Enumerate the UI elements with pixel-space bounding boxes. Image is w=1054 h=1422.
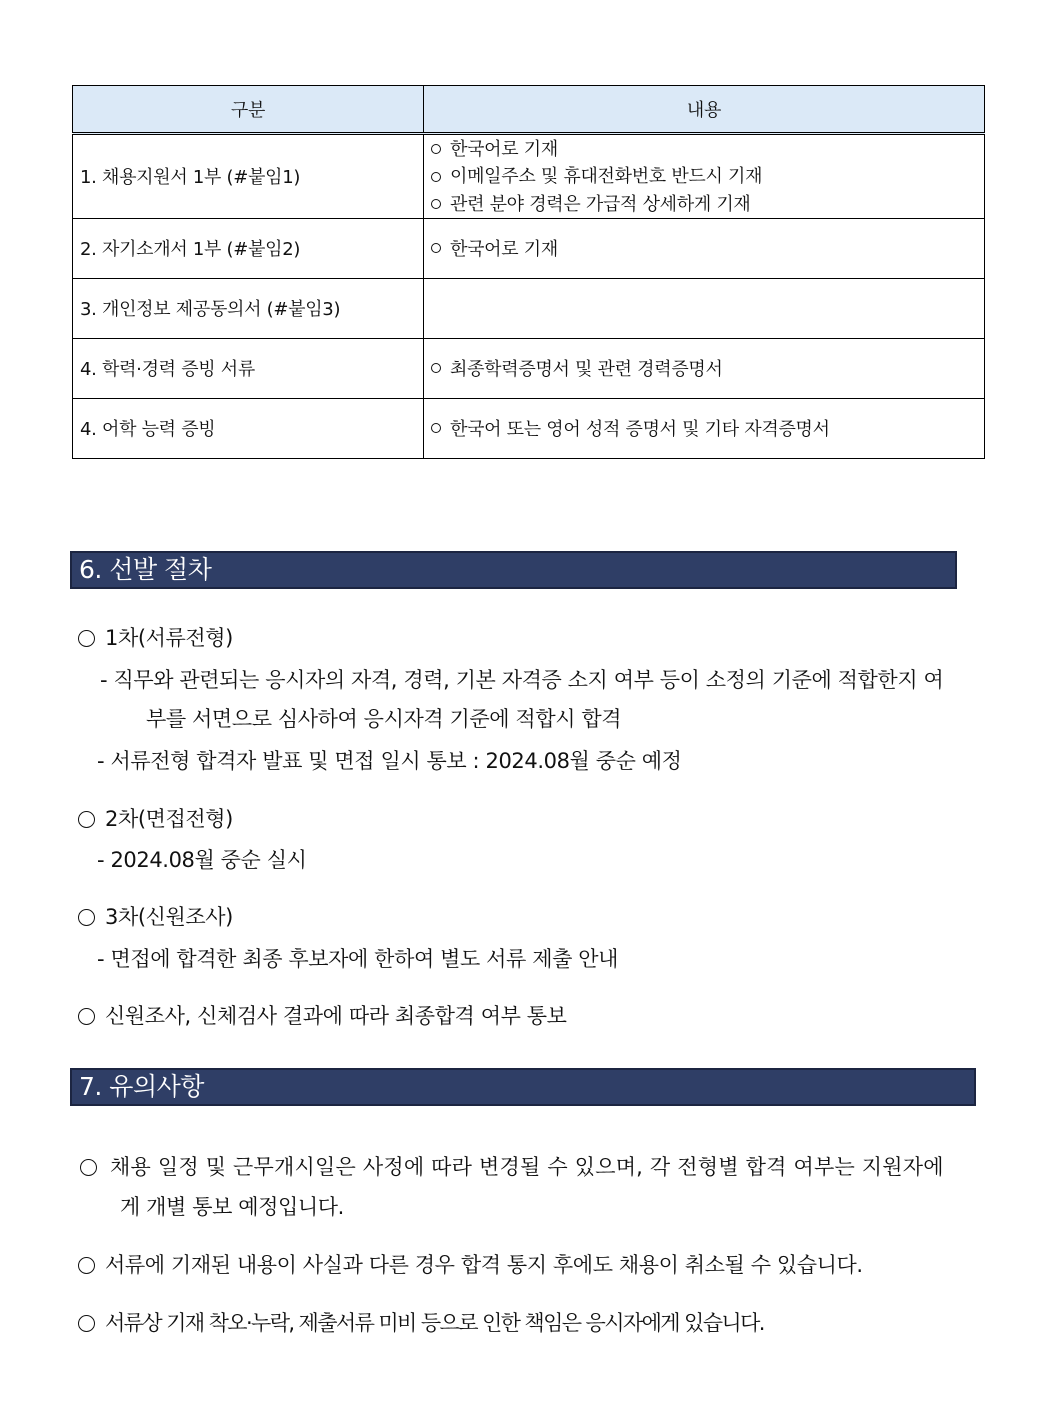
bullet-ring-icon [431,144,441,154]
step-1-title [78,624,233,652]
note-3 [78,1309,764,1337]
row-label: 4. 학력·경력 증빙 서류 [73,338,424,398]
step-3-detail: - 면접에 합격한 최종 후보자에 한하여 별도 서류 제출 안내 [97,947,619,971]
table-row [73,218,985,278]
bullet-ring-icon [431,243,441,253]
bullet-ring-icon [431,423,441,433]
note-1-line-2: 게 개별 통보 예정입니다. [120,1195,344,1219]
bullet-ring-icon [431,363,441,373]
step-2-title-text: 2차(면접전형) [105,807,233,831]
note-2 [78,1251,863,1279]
step-1-detail-1-line-2: 부를 서면으로 심사하여 응시자격 기준에 적합시 합격 [146,707,622,731]
step-2-title [78,805,233,833]
bullet-ring-icon [431,172,441,182]
circle-bullet-icon [78,630,95,647]
circle-bullet-icon [80,1159,97,1176]
row-content [424,398,985,458]
list-item [431,190,977,218]
row-content [424,134,985,219]
section-6-heading: 6. 선발 절차 [70,551,957,589]
header-content: 내용 [424,86,985,134]
step-1-title-text: 1차(서류전형) [105,626,233,650]
row-label: 1. 채용지원서 1부 (#붙임1) [73,134,424,219]
table-header-row [73,86,985,134]
circle-bullet-icon [78,909,95,926]
item-text: 한국어 또는 영어 성적 증명서 및 기타 자격증명서 [450,419,830,440]
circle-bullet-icon [78,1315,95,1332]
table-row [73,278,985,338]
list-item [431,135,977,163]
final-notice [78,1002,567,1030]
table-row [73,338,985,398]
circle-bullet-icon [78,811,95,828]
documents-table [72,85,985,459]
circle-bullet-icon [78,1257,95,1274]
row-content [424,278,985,338]
circle-bullet-icon [78,1008,95,1025]
note-2-text: 서류에 기재된 내용이 사실과 다른 경우 합격 통지 후에도 채용이 취소될 수 있습니다. [105,1253,863,1277]
note-3-text: 서류상 기재 착오·누락, 제출서류 미비 등으로 인한 책임은 응시자에게 있습니다. [105,1311,764,1335]
note-1-line-1 [80,1153,944,1181]
row-label: 2. 자기소개서 1부 (#붙임2) [73,218,424,278]
step-1-detail-1-line-1: - 직무와 관련되는 응시자의 자격, 경력, 기본 자격증 소지 여부 등이 소정의 기준에 적합한지 여 [100,668,944,692]
item-text: 한국어로 기재 [450,138,558,160]
header-category: 구분 [73,86,424,134]
item-text: 최종학력증명서 및 관련 경력증명서 [450,359,723,380]
item-text: 관련 분야 경력은 가급적 상세하게 기재 [450,193,751,215]
list-item [431,163,977,191]
step-3-title [78,903,233,931]
final-notice-text: 신원조사, 신체검사 결과에 따라 최종합격 여부 통보 [105,1004,567,1028]
row-label: 3. 개인정보 제공동의서 (#붙임3) [73,278,424,338]
note-1-text: 채용 일정 및 근무개시일은 사정에 따라 변경될 수 있으며, 각 전형별 합격 여부는 지원자에 [110,1155,944,1179]
section-7-heading: 7. 유의사항 [70,1068,976,1106]
table-row [73,134,985,219]
item-text: 이메일주소 및 휴대전화번호 반드시 기재 [450,166,763,187]
row-label: 4. 어학 능력 증빙 [73,398,424,458]
step-2-detail: - 2024.08월 중순 실시 [97,848,307,872]
item-text: 한국어로 기재 [450,239,558,260]
step-3-title-text: 3차(신원조사) [105,905,233,929]
table-row [73,398,985,458]
row-content [424,338,985,398]
bullet-ring-icon [431,199,441,209]
step-1-detail-2: - 서류전형 합격자 발표 및 면접 일시 통보 : 2024.08월 중순 예정 [97,749,682,773]
row-content [424,218,985,278]
